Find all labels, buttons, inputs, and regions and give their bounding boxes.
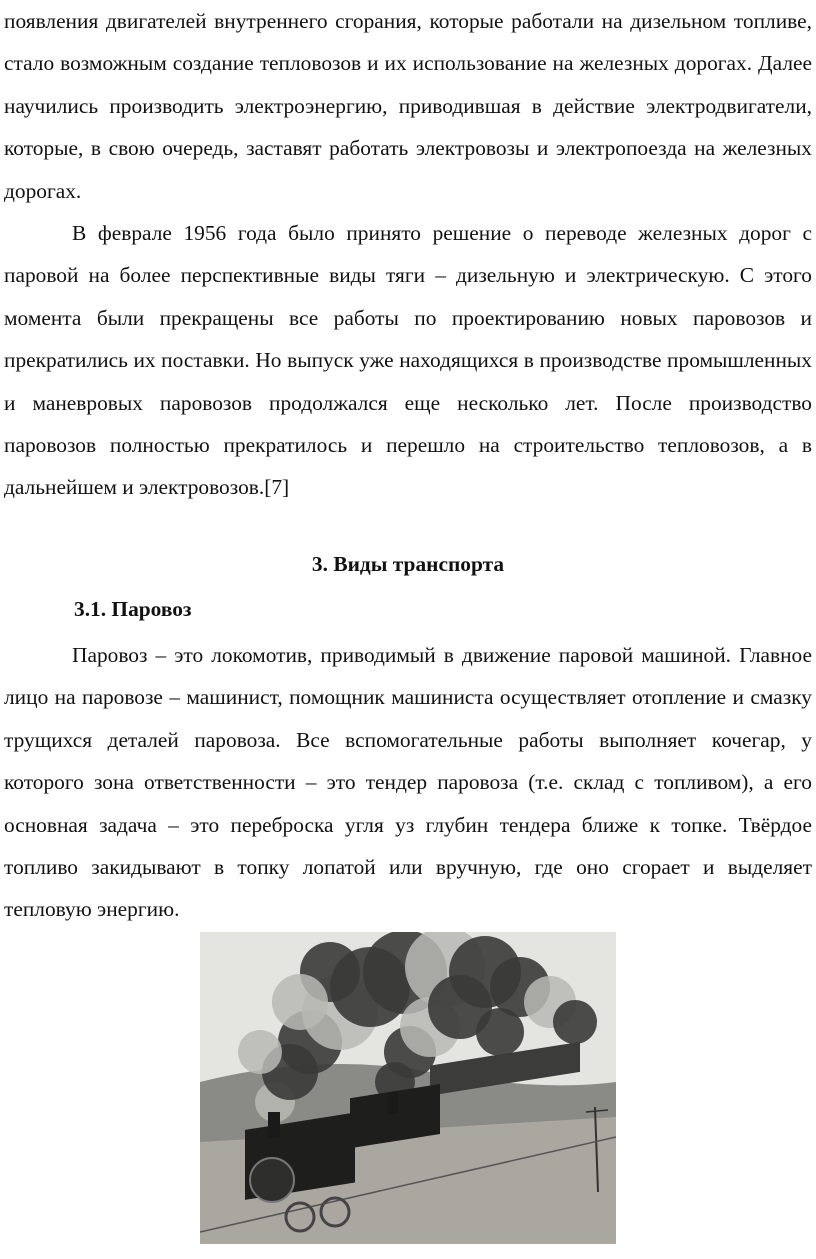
smoke-puff [272, 974, 328, 1030]
smoke-puff [476, 1008, 524, 1056]
paragraph-steam-block [4, 634, 812, 931]
paragraph-intro: появления двигателей внутреннего сгорания, которые работали на дизельном топливе, стало возможным создание тепловозов и их использование на железных дорогах. Далее научились производить электроэнергию, приводившая в действие электродвигатели, которые, в свою очередь, заставят работать электровозы и электропоезда на железных дорогах. [4, 9, 812, 203]
chimney [268, 1112, 280, 1138]
photo-illustration [200, 932, 616, 1244]
smoke-puff [238, 1030, 282, 1074]
paragraph-steam-locomotive: Паровоз – это локомотив, приводимый в движение паровой машиной. Главное лицо на паровозе – машинист, помощник машиниста осуществляет отопление и смазку трущихся деталей паровоза. Все вспомогательные работы выполняет кочегар, у которого зона ответственности – это тендер паровоза (т.е. склад с топливом), а его основная задача – это переброска угля уз глубин тендера ближе к топке. Твёрдое топливо закидывают в топку лопатой или вручную, где оно сгорает и выделяет тепловую энергию. [4, 643, 812, 922]
paragraph-1956-block [4, 212, 812, 509]
paragraph-intro-block [4, 0, 812, 212]
paragraph-1956-decision: В феврале 1956 года было принято решение о переводе железных дорог с паровой на более перспективные виды тяги – дизельную и электрическую. С этого момента были прекращены все работы по проектированию новых паровозов и прекратились их поставки. Но выпуск уже находящихся в производстве промышленных и маневровых паровозов продолжался еще несколько лет. После производство паровозов полностью прекратилось и перешло на строительство тепловозов, а в дальнейшем и электровозов.[7] [4, 221, 812, 500]
steam-locomotive-photo [200, 932, 616, 1244]
subsection-heading: 3.1. Паровоз [74, 597, 192, 621]
boiler-front [250, 1158, 294, 1202]
section-heading: 3. Виды транспорта [311, 552, 505, 576]
smoke-puff [553, 1000, 597, 1044]
chimney [388, 1092, 398, 1114]
